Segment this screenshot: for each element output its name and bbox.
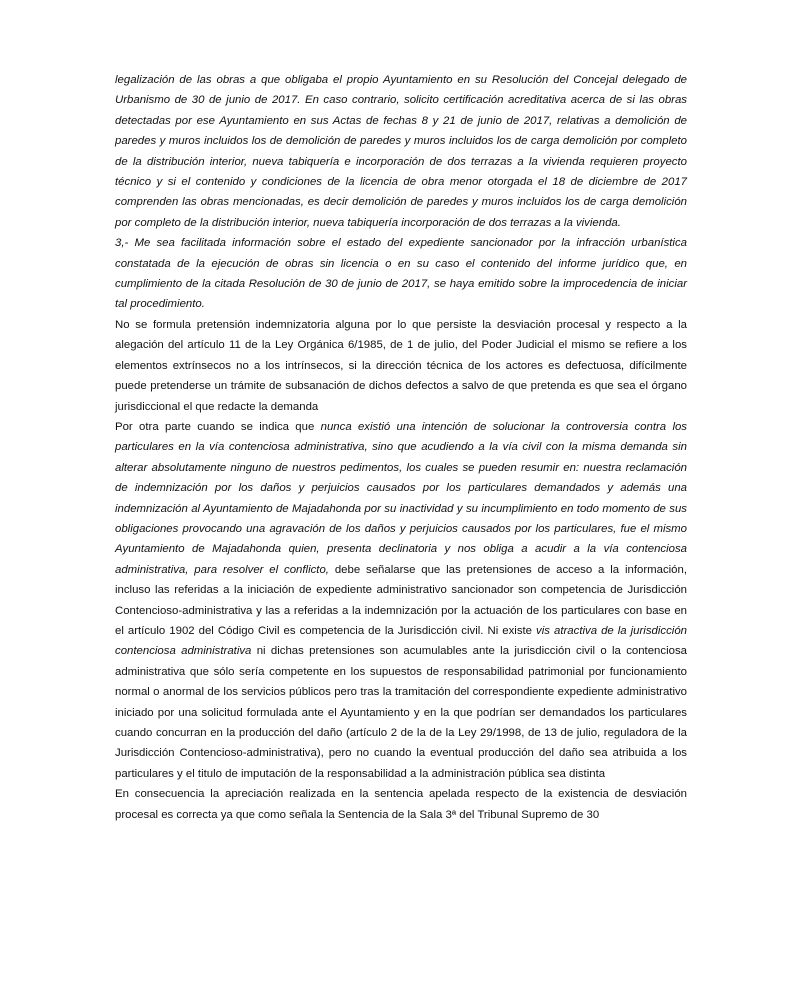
paragraph-pretension — [115, 315, 687, 417]
text-run: En consecuencia la apreciación realizada en la sentencia apelada respecto de la existencia de desviación procesal es correcta ya que como señala la Sentencia de la Sala 3ª del Tribunal Supremo de 30 — [115, 788, 687, 821]
paragraph-por-otra-parte — [115, 417, 687, 784]
quoted-text-run: nunca existió una intención de solucionar la controversia contra los particulares en la vía contenciosa administrativa, sino que acudiendo a la vía civil con la misma demanda sin alterar absolutamente ninguno de nuestros pedimentos, los cuales se pueden resumir en: nuestra reclamación de indemnización por los daños y perjuicios causados por los particulares demandados y además una indemnización al Ayuntamiento de Majadahonda por su inactividad y su incumplimiento en todo momento de sus obligaciones provocando una agravación de los daños y perjuicios causados por los particulares, fue el mismo Ayuntamiento de Majadahonda quien, presenta declinatoria y nos obliga a acudir a la vía contenciosa administrativa, para resolver el conflicto, — [115, 420, 688, 576]
text-run: ni dichas pretensiones son acumulables ante la jurisdicción civil o la contenciosa administrativa que sólo sería competente en los supuestos de responsabilidad patrimonial por funcionamiento normal o anormal de los servicios públicos pero tras la tramitación del correspondiente expediente administrativo iniciado por una solicitud formulada ante el Ayuntamiento y en la que podrían ser demandados los particulares cuando concurran en la producción del daño (artículo 2 de la de la Ley 29/1998, de 13 de julio, reguladora de la Jurisdicción Contencioso-administrativa), pero no cuando la eventual producción del daño sea atribuida a los particulares y el titulo de imputación de la responsabilidad a la administración pública sea distinta — [115, 645, 687, 780]
text-run: legalización de las obras a que obligaba el propio Ayuntamiento en su Resolución del Concejal delegado de Urbanismo de 30 de junio de 2017. En caso contrario, solicito certificación acreditativa acerca de si las obras detectadas por ese Ayuntamiento en sus Actas de fechas 8 y 21 de junio de 2017, relativas a demolición de paredes y muros incluidos los de demolición de paredes y muros incluidos los de carga demolición por completo de la distribución interior, nueva tabiquería e incorporación de dos terrazas a la vivienda requieren proyecto técnico y si el contenido y condiciones de la licencia de obra menor otorgada el 18 de diciembre de 2017 comprenden las obras mencionadas, es decir demolición de paredes y muros incluidos los de carga demolición por completo de la distribución interior, nueva tabiquería incorporación de dos terrazas a la vivienda. — [115, 74, 687, 229]
paragraph-legalizacion — [115, 70, 687, 233]
document-body — [115, 70, 687, 825]
text-run: No se formula pretensión indemnizatoria alguna por lo que persiste la desviación procesal y respecto a la alegación del artículo 11 de la Ley Orgánica 6/1985, de 1 de julio, del Poder Judicial el mismo se refiere a los elementos extrínsecos no a los intrínsecos, si la dirección técnica de los actores es defectuosa, difícilmente puede pretenderse un trámite de subsanación de dichos defectos a salvo de que pretenda es que sea el órgano jurisdiccional el que redacte la demanda — [115, 318, 687, 413]
text-run: debe señalarse que las pretensiones de acceso a la información, incluso las referidas a la iniciación de expediente administrativo sancionador son competencia de Jurisdicción Contencioso-administrativa y las a referidas a la indemnización por la actuación de los particulares con base en el artículo 1902 del Código Civil es competencia de la Jurisdicción civil. Ni existe — [115, 563, 688, 637]
latin-term-run: vis atractiva de la jurisdicción contenciosa administrativa — [115, 624, 687, 658]
paragraph-punto-3 — [115, 233, 687, 315]
paragraph-en-consecuencia — [115, 784, 687, 825]
text-run: Por otra parte cuando se indica que — [115, 420, 321, 433]
text-run: 3,- Me sea facilitada información sobre el estado del expediente sancionador por la infracción urbanística constatada de la ejecución de obras sin licencia o en su caso el contenido del informe jurídico que, en cumplimiento de la citada Resolución de 30 de junio de 2017, se haya emitido sobre la improcedencia de iniciar tal procedimiento. — [115, 237, 687, 311]
